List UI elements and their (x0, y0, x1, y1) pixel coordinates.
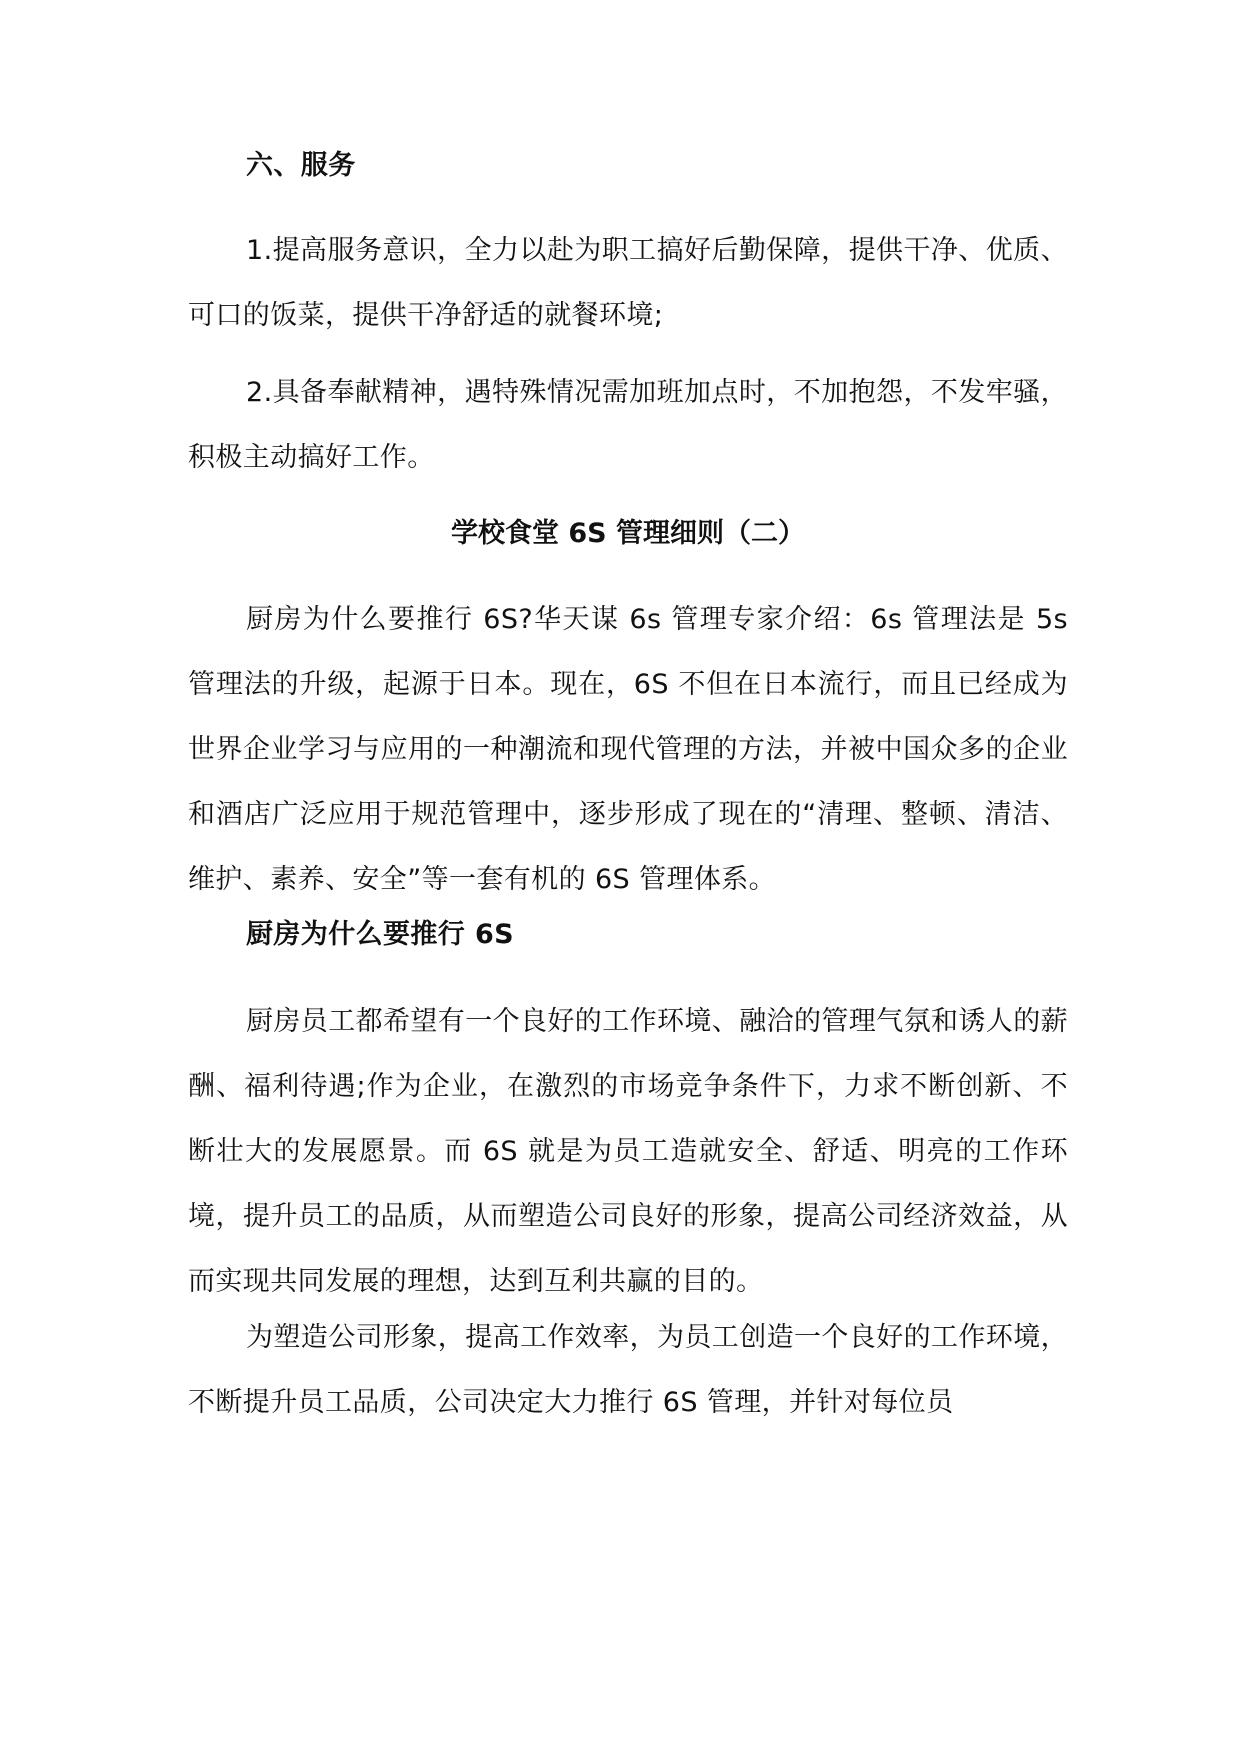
intro-paragraph: 厨房为什么要推行 6S?华天谋 6s 管理专家介绍：6s 管理法是 5s 管理法的升级，起源于日本。现在，6S 不但在日本流行，而且已经成为世界企业学习与应用的一种潮流和现代管理的方法，并被中国众多的企业和酒店广泛应用于规范管理中，逐步形成了现在的“清理、整顿、清洁、维护、素养、安全”等一套有机的 6S 管理体系。 (188, 604, 1068, 895)
body-paragraph-1: 厨房员工都希望有一个良好的工作环境、融洽的管理气氛和诱人的薪酬、福利待遇;作为企业，在激烈的市场竞争条件下，力求不断创新、不断壮大的发展愿景。而 6S 就是为员工造就安全、舒适、明亮的工作环境，提升员工的品质，从而塑造公司良好的形象，提高公司经济效益，从而实现共同发展的理想，达到互利共赢的目的。 (188, 1006, 1068, 1297)
subheading: 厨房为什么要推行 6S (246, 919, 515, 950)
section-heading: 六、服务 (246, 150, 356, 181)
service-item-1: 1.提高服务意识，全力以赴为职工搞好后勤保障，提供干净、优质、可口的饭菜，提供干净舒适的就餐环境; (188, 235, 1068, 331)
service-item-2: 2.具备奉献精神，遇特殊情况需加班加点时，不加抱怨，不发牢骚，积极主动搞好工作。 (188, 377, 1068, 473)
body-paragraph-2: 为塑造公司形象，提高工作效率，为员工创造一个良好的工作环境，不断提升员工品质，公司决定大力推行 6S 管理，并针对每位员 (188, 1322, 1068, 1418)
document-title: 学校食堂 6S 管理细则（二） (450, 518, 806, 549)
